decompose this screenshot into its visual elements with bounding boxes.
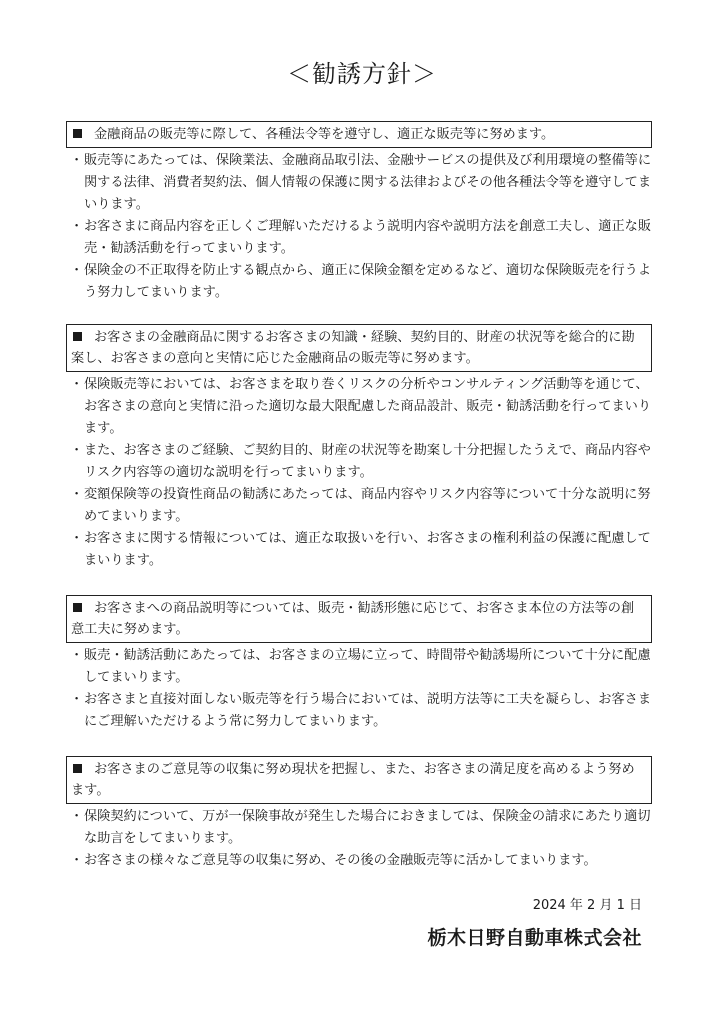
company-name: 栃木日野自動車株式会社 (427, 927, 642, 949)
section-heading (66, 595, 652, 643)
list-item (66, 645, 652, 689)
list-item-text: 保険契約について、万が一保険事故が発生した場合におきましては、保険金の請求にあたり適切な助言をしてまいります。 (84, 809, 651, 846)
list-item-text: お客さまに関する情報については、適正な取扱いを行い、お客さまの権利利益の保護に配慮してまいります。 (84, 531, 651, 568)
bullet-dot: ・ (70, 809, 84, 824)
section-heading (66, 756, 652, 804)
bullet-dot: ・ (70, 531, 84, 546)
black-square-icon (73, 603, 82, 612)
bullet-dot: ・ (70, 153, 84, 168)
list-item (66, 806, 652, 850)
list-item (66, 150, 652, 216)
list-item (66, 440, 652, 484)
list-item (66, 216, 652, 260)
bullet-dot: ・ (70, 487, 84, 502)
policy-section-1 (66, 121, 652, 304)
section-heading-text: 金融商品の販売等に際して、各種法令等を遵守し、適正な販売等に努めます。 (94, 127, 555, 142)
section-heading-text: お客さまの金融商品に関するお客さまの知識・経験、契約目的、財産の状況等を総合的に勘案し、お客さまの意向と実情に応じた金融商品の販売等に努めます。 (71, 330, 635, 366)
list-item-text: 変額保険等の投資性商品の勧誘にあたっては、商品内容やリスク内容等について十分な説明に努めてまいります。 (84, 487, 651, 524)
list-item-text: お客さまの様々なご意見等の収集に努め、その後の金融販売等に活かしてまいります。 (84, 853, 597, 868)
bullet-dot: ・ (70, 692, 84, 707)
section-heading-text: お客さまへの商品説明等については、販売・勧誘形態に応じて、お客さま本位の方法等の創意工夫に努めます。 (71, 601, 635, 637)
bullet-dot: ・ (70, 648, 84, 663)
section-heading (66, 324, 652, 372)
section-heading-text: お客さまのご意見等の収集に努め現状を把握し、また、お客さまの満足度を高めるよう努めます。 (71, 762, 635, 798)
list-item (66, 528, 652, 572)
bullet-list (66, 645, 652, 733)
black-square-icon (73, 332, 82, 341)
list-item-text: お客さまに商品内容を正しくご理解いただけるよう説明内容や説明方法を創意工夫し、適正な販売・勧誘活動を行ってまいります。 (84, 219, 652, 256)
list-item-text: また、お客さまのご経験、ご契約目的、財産の状況等を勘案し十分把握したうえで、商品内容やリスク内容等の適切な説明を行ってまいります。 (84, 443, 651, 480)
bullet-list (66, 374, 652, 572)
bullet-dot: ・ (70, 853, 84, 868)
bullet-list (66, 150, 652, 304)
list-item (66, 260, 652, 304)
page-title: ＜勧誘方針＞ (287, 60, 437, 88)
section-heading (66, 121, 652, 148)
list-item (66, 374, 652, 440)
policy-section-3 (66, 595, 652, 733)
black-square-icon (73, 764, 82, 773)
list-item-text: 販売・勧誘活動にあたっては、お客さまの立場に立って、時間帯や勧誘場所について十分に配慮してまいります。 (84, 648, 651, 685)
black-square-icon (73, 129, 82, 138)
list-item-text: 保険金の不正取得を防止する観点から、適正に保険金額を定めるなど、適切な保険販売を行うよう努力してまいります。 (84, 263, 652, 300)
list-item (66, 850, 652, 872)
issue-date: 2024 年 2 月 1 日 (532, 898, 642, 913)
list-item-text: 販売等にあたっては、保険業法、金融商品取引法、金融サービスの提供及び利用環境の整備等に関する法律、消費者契約法、個人情報の保護に関する法律およびその他各種法令等を遵守してまいります。 (84, 153, 652, 212)
list-item-text: お客さまと直接対面しない販売等を行う場合においては、説明方法等に工夫を凝らし、お客さまにご理解いただけるよう常に努力してまいります。 (84, 692, 652, 729)
bullet-dot: ・ (70, 443, 84, 458)
bullet-dot: ・ (70, 263, 84, 278)
bullet-dot: ・ (70, 219, 84, 234)
list-item (66, 689, 652, 733)
bullet-dot: ・ (70, 377, 84, 392)
policy-section-2 (66, 324, 652, 572)
list-item-text: 保険販売等においては、お客さまを取り巻くリスクの分析やコンサルティング活動等を通じて、お客さまの意向と実情に沿った適切な最大限配慮した商品設計、販売・勧誘活動を行ってまいります。 (84, 377, 652, 436)
policy-section-4 (66, 756, 652, 872)
bullet-list (66, 806, 652, 872)
list-item (66, 484, 652, 528)
